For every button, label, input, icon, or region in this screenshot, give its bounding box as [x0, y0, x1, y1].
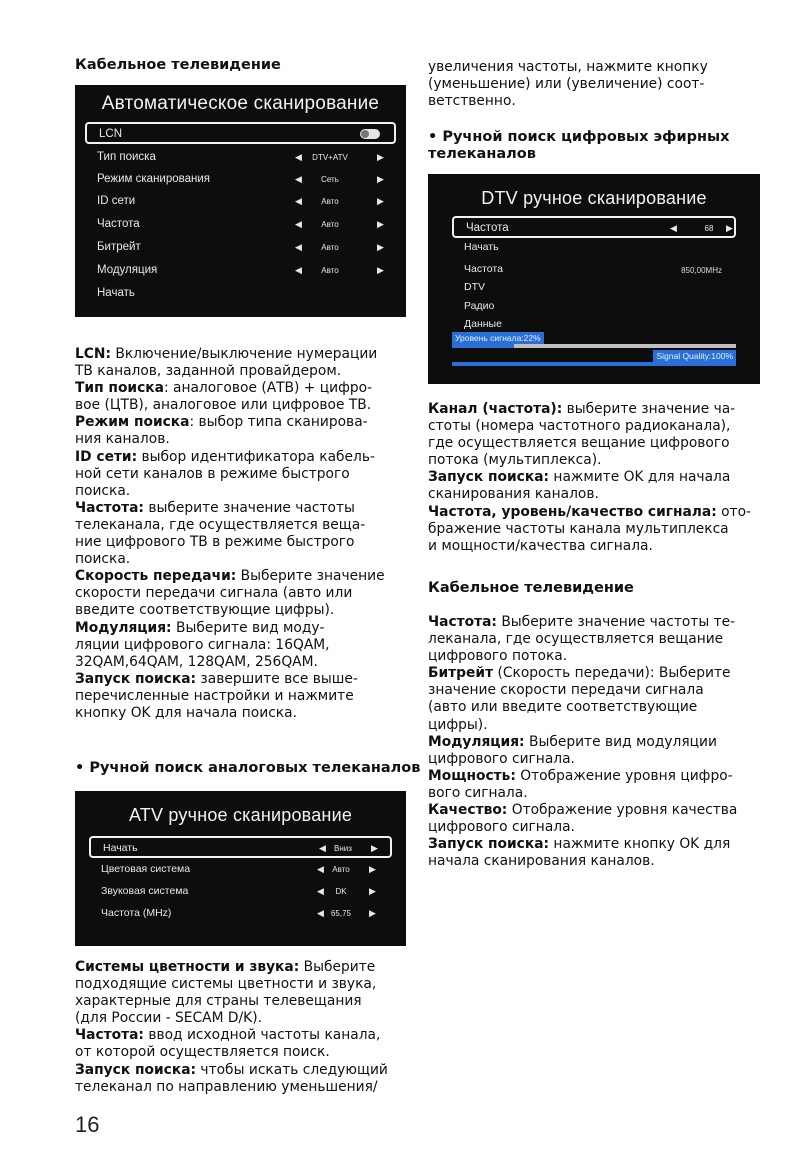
- text-line: [75, 517, 415, 534]
- text: подходящие системы цветности и звука,: [75, 976, 377, 993]
- arrow-right-icon[interactable]: ▶: [377, 152, 384, 162]
- row-label: Частота: [97, 218, 140, 230]
- text: скорости передачи сигнала (авто или: [75, 585, 353, 602]
- text-line: [75, 431, 415, 448]
- text-line: [428, 401, 768, 418]
- text-line: [75, 380, 415, 397]
- auto-scan-title: Автоматическое сканирование: [101, 93, 380, 114]
- text-line: [428, 665, 768, 682]
- dtv-info-item: Радио: [464, 300, 495, 312]
- auto-scan-row[interactable]: [85, 147, 396, 169]
- auto-scan-row[interactable]: [85, 122, 396, 144]
- dtv-manual-description: [428, 401, 768, 555]
- arrow-left-icon[interactable]: ◀: [317, 908, 324, 918]
- term: Запуск поиска:: [428, 836, 550, 853]
- cable-tv-description: [428, 614, 768, 870]
- row-value: Авто: [321, 197, 339, 206]
- arrow-left-icon[interactable]: ◀: [295, 219, 302, 229]
- atv-continued-description: [428, 59, 768, 110]
- text: введите соответствующие цифры).: [75, 602, 335, 619]
- text-line: [75, 1079, 415, 1096]
- auto-scan-row[interactable]: [85, 169, 396, 191]
- text-line: [75, 551, 415, 568]
- text: цифрового потока.: [428, 648, 568, 665]
- text: Выберите вид моду-: [171, 619, 325, 636]
- text-line: [75, 688, 415, 705]
- term: Частота:: [75, 499, 144, 516]
- text-line: [428, 785, 768, 802]
- text-line: [428, 418, 768, 435]
- section-title-cable-tv: Кабельное телевидение: [75, 57, 281, 73]
- atv-manual-title: ATV ручное сканирование: [128, 805, 353, 825]
- lcn-toggle[interactable]: [360, 129, 380, 139]
- auto-scan-row[interactable]: [85, 260, 396, 282]
- arrow-right-icon[interactable]: ▶: [377, 196, 384, 206]
- term: Частота:: [428, 614, 497, 630]
- row-value: DTV+ATV: [312, 153, 348, 162]
- text: перечисленные настройки и нажмите: [75, 687, 354, 704]
- auto-scan-description: [75, 346, 415, 722]
- row-value: Вниз: [334, 844, 352, 853]
- text-line: [75, 483, 415, 500]
- arrow-right-icon[interactable]: ▶: [369, 864, 376, 874]
- atv-manual-screenshot: [75, 791, 406, 946]
- atv-manual-row[interactable]: [89, 903, 392, 925]
- text: Выберите: [299, 959, 376, 975]
- arrow-right-icon[interactable]: ▶: [371, 843, 378, 853]
- text: (уменьшение) или (увеличение) соот-: [428, 76, 705, 93]
- text: 32QAM,64QAM, 128QAM, 256QAM.: [75, 653, 318, 670]
- row-value: Авто: [321, 266, 339, 275]
- term: Системы цветности и звука:: [75, 959, 300, 975]
- text: Включение/выключение нумерации: [110, 346, 378, 362]
- text: Отображение уровня цифро-: [515, 767, 733, 784]
- row-value: Авто: [321, 243, 339, 252]
- text: бражение частоты канала мультиплекса: [428, 520, 729, 537]
- text-line: [428, 452, 768, 469]
- text-line: [428, 682, 768, 699]
- arrow-left-icon[interactable]: ◀: [295, 265, 302, 275]
- text: : аналоговое (АТВ) + цифро-: [163, 380, 373, 397]
- text-line: [75, 449, 415, 466]
- text: : выбор типа сканирова-: [189, 414, 368, 431]
- text: ввод исходной частоты канала,: [143, 1027, 381, 1044]
- row-label: ID сети: [97, 195, 136, 207]
- arrow-left-icon[interactable]: ◀: [295, 152, 302, 162]
- term: Частота, уровень/качество сигнала:: [428, 503, 717, 520]
- arrow-left-icon[interactable]: ◀: [317, 886, 324, 896]
- text: ной сети каналов в режиме быстрого: [75, 465, 350, 482]
- auto-scan-row[interactable]: [85, 283, 396, 305]
- text-line: [75, 671, 415, 688]
- row-label: Битрейт: [97, 241, 141, 253]
- text: Выберите вид модуляции: [524, 733, 717, 750]
- text-line: [428, 469, 768, 486]
- dtv-info-item[interactable]: Начать: [464, 241, 499, 253]
- signal-level-label: Уровень сигнала:22%: [452, 332, 544, 344]
- text: потока (мультиплекса).: [428, 452, 602, 469]
- row-label: Начать: [97, 287, 135, 299]
- auto-scan-row[interactable]: [85, 214, 396, 236]
- text: телеканала, где осуществляется веща-: [75, 516, 366, 533]
- dtv-manual-title: DTV ручное сканирование: [481, 188, 707, 208]
- row-value: Сеть: [321, 175, 339, 184]
- term: Тип поиска: [75, 380, 164, 397]
- text: поиска.: [75, 551, 131, 568]
- text-line: [428, 802, 768, 819]
- atv-manual-row[interactable]: [89, 859, 392, 881]
- section-title-line: телеканалов: [428, 146, 536, 162]
- arrow-right-icon[interactable]: ▶: [377, 219, 384, 229]
- atv-manual-row[interactable]: [89, 881, 392, 903]
- text-line: [75, 959, 415, 976]
- text: ветственно.: [428, 93, 516, 110]
- text-line: [428, 76, 768, 93]
- row-label: LCN: [99, 128, 123, 140]
- text: начала сканирования каналов.: [428, 853, 655, 870]
- text-line: [75, 705, 415, 722]
- term: Запуск поиска:: [75, 1061, 197, 1078]
- text-line: [75, 568, 415, 585]
- text: от которой осуществляется поиск.: [75, 1044, 330, 1061]
- text: цифры).: [428, 716, 488, 733]
- text-line: [75, 993, 415, 1010]
- arrow-right-icon[interactable]: ▶: [369, 908, 376, 918]
- term: Запуск поиска:: [428, 469, 550, 486]
- text: цифрового сигнала.: [428, 750, 575, 767]
- arrow-right-icon[interactable]: ▶: [377, 242, 384, 252]
- term: Канал (частота):: [428, 401, 563, 417]
- page-number: 16: [75, 1112, 100, 1137]
- signal-quality-label: Signal Quality:100%: [653, 350, 736, 362]
- text: (для России - SECAM D/K).: [75, 1010, 262, 1027]
- text-line: [75, 1062, 415, 1079]
- text: завершите все выше-: [196, 670, 358, 687]
- text: ния каналов.: [75, 431, 170, 448]
- arrow-right-icon[interactable]: ▶: [377, 174, 384, 184]
- arrow-left-icon[interactable]: ◀: [670, 223, 677, 233]
- text: Отображение уровня качества: [507, 802, 738, 819]
- text-line: [428, 836, 768, 853]
- text: стоты (номера частотного радиоканала),: [428, 418, 731, 435]
- text: вого сигнала.: [428, 784, 528, 801]
- auto-scan-screenshot: [75, 85, 406, 317]
- dtv-info-item: DTV: [464, 281, 485, 293]
- text-line: [428, 853, 768, 870]
- term: Частота:: [75, 1027, 144, 1044]
- text-line: [428, 59, 768, 76]
- text-line: [428, 93, 768, 110]
- term: ID сети:: [75, 448, 138, 465]
- text-line: [75, 602, 415, 619]
- text: сканирования каналов.: [428, 486, 599, 503]
- text-line: [428, 648, 768, 665]
- dtv-info-item: Частота: [464, 263, 503, 275]
- arrow-left-icon[interactable]: ◀: [295, 196, 302, 206]
- text: ото-: [716, 503, 752, 520]
- text: где осуществляется вещание цифрового: [428, 435, 730, 452]
- text-line: [428, 521, 768, 538]
- text-line: [428, 486, 768, 503]
- text-line: [428, 768, 768, 785]
- row-label: Режим сканирования: [97, 173, 211, 185]
- section-title-dtv-manual: [428, 129, 730, 163]
- text-line: [428, 435, 768, 452]
- text: вое (ЦТВ), аналоговое или цифровое ТВ.: [75, 397, 372, 414]
- dtv-manual-screenshot: [428, 174, 760, 384]
- row-value: 65,75: [330, 909, 352, 918]
- text-line: [428, 538, 768, 555]
- text: Выберите значение частоты те-: [496, 614, 736, 630]
- term: Скорость передачи:: [75, 568, 237, 585]
- dtv-channel-value: 68: [704, 224, 714, 233]
- arrow-left-icon[interactable]: ◀: [319, 843, 326, 853]
- text: (Скорость передачи): Выберите: [493, 665, 731, 682]
- text-line: [75, 466, 415, 483]
- text-line: [75, 346, 415, 363]
- term: LCN:: [75, 346, 111, 362]
- text-line: [75, 620, 415, 637]
- arrow-left-icon[interactable]: ◀: [295, 174, 302, 184]
- row-value: Авто: [321, 220, 339, 229]
- text-line: [75, 1044, 415, 1061]
- row-label: Тип поиска: [97, 151, 156, 163]
- text: и мощности/качества сигнала.: [428, 537, 653, 554]
- term: Модуляция:: [428, 733, 525, 750]
- row-value: Авто: [332, 865, 350, 874]
- atv-manual-description: [75, 959, 415, 1096]
- section-title-cable-tv-2: Кабельное телевидение: [428, 580, 634, 596]
- arrow-right-icon[interactable]: ▶: [377, 265, 384, 275]
- section-title-atv-manual: • Ручной поиск аналоговых телеканалов: [75, 760, 421, 776]
- arrow-left-icon[interactable]: ◀: [295, 242, 302, 252]
- text: Выберите значение: [236, 568, 385, 585]
- text: (авто или введите соответствующие: [428, 699, 698, 716]
- row-label: Модуляция: [97, 264, 158, 276]
- text-line: [428, 734, 768, 751]
- text-line: [428, 631, 768, 648]
- term: Запуск поиска:: [75, 670, 197, 687]
- text-line: [428, 614, 768, 631]
- text-line: [75, 654, 415, 671]
- text-line: [75, 500, 415, 517]
- atv-manual-row[interactable]: [89, 836, 392, 858]
- dtv-info-item: Данные: [464, 318, 502, 330]
- text: поиска.: [75, 482, 131, 499]
- text-line: [75, 534, 415, 551]
- term: Мощность:: [428, 767, 516, 784]
- auto-scan-row[interactable]: [85, 191, 396, 213]
- text-line: [428, 819, 768, 836]
- text-line: [75, 414, 415, 431]
- arrow-right-icon[interactable]: ▶: [726, 223, 733, 233]
- text: характерные для страны телевещания: [75, 993, 362, 1010]
- text-line: [75, 585, 415, 602]
- text: ляции цифрового сигнала: 16QAM,: [75, 636, 330, 653]
- text-line: [428, 699, 768, 716]
- term: Модуляция:: [75, 619, 172, 636]
- text: увеличения частоты, нажмите кнопку: [428, 59, 708, 75]
- text-line: [75, 976, 415, 993]
- dtv-frequency-readout: 850,00MHz: [681, 266, 722, 275]
- text: телеканал по направлению уменьшения/: [75, 1078, 378, 1095]
- row-value: DK: [335, 887, 347, 896]
- text: значение скорости передачи сигнала: [428, 682, 704, 699]
- term: Качество:: [428, 802, 508, 819]
- row-label: Цветовая система: [101, 863, 191, 875]
- text: нажмите OK для начала: [549, 469, 731, 486]
- text-line: [75, 397, 415, 414]
- text: нажмите кнопку OK для: [549, 836, 731, 853]
- text: леканала, где осуществляется вещание: [428, 631, 724, 648]
- text: выбор идентификатора кабель-: [137, 448, 375, 465]
- arrow-right-icon[interactable]: ▶: [369, 886, 376, 896]
- text: кнопку OK для начала поиска.: [75, 704, 297, 721]
- term: Битрейт: [428, 665, 494, 682]
- text-line: [75, 1010, 415, 1027]
- text: выберите значение частоты: [143, 499, 355, 516]
- text: цифрового сигнала.: [428, 819, 575, 836]
- text-line: [75, 1027, 415, 1044]
- text-line: [428, 717, 768, 734]
- text-line: [428, 751, 768, 768]
- text-line: [75, 363, 415, 380]
- text: выберите значение ча-: [562, 401, 736, 417]
- signal-quality-fill: [452, 362, 736, 366]
- section-title-line: • Ручной поиск цифровых эфирных: [428, 129, 730, 145]
- dtv-frequency-label: Частота: [466, 222, 509, 234]
- text: ние цифрового ТВ в режиме быстрого: [75, 534, 355, 551]
- term: Режим поиска: [75, 414, 190, 431]
- text: ТВ каналов, заданной провайдером.: [75, 363, 342, 380]
- signal-level-fill: [452, 344, 514, 348]
- row-label: Частота (MHz): [101, 907, 172, 919]
- auto-scan-row[interactable]: [85, 237, 396, 259]
- text-line: [428, 504, 768, 521]
- text-line: [75, 637, 415, 654]
- text: чтобы искать следующий: [196, 1061, 388, 1078]
- dtv-frequency-selector[interactable]: [452, 216, 736, 238]
- arrow-left-icon[interactable]: ◀: [317, 864, 324, 874]
- row-label: Звуковая система: [101, 885, 189, 897]
- row-label: Начать: [103, 842, 138, 854]
